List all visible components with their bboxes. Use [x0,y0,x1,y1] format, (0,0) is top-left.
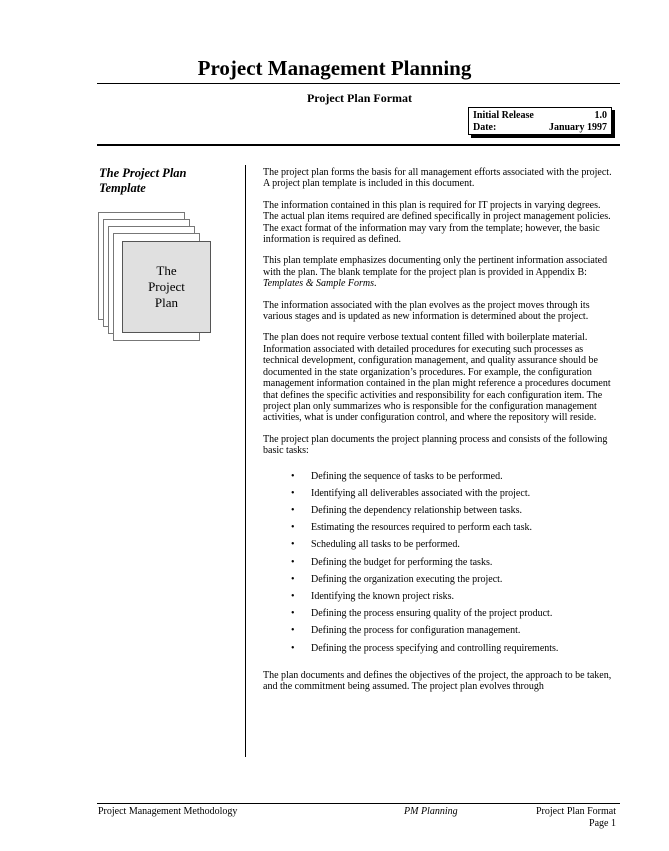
document-stack-illustration [98,212,213,337]
paragraph: The plan does not require verbose textual content filled with boilerplate material. Information associated with detailed procedures for executing such processes as technical development, configuration management, and quality assurance should be documented in the state organization’s procedures. For example, the configuration management information contained in the plan might reference a procedures document that defines the specific activities and responsibility for each configuration item. The project plan only summarizes who is responsible for the configuration management activities, what is under configuration control, and where the repository will reside. [263,332,611,424]
list-item: • Defining the process ensuring quality of the project product. [311,608,618,619]
task-list [263,471,618,654]
list-item: • Defining the sequence of tasks to be performed. [311,471,618,482]
appendix-reference: Templates & Sample Forms [263,278,375,290]
date-label: Date: [473,122,497,133]
list-item: • Estimating the resources required to perform each task. [311,522,618,533]
list-item: • Defining the organization executing the project. [311,574,618,585]
list-item: • Defining the dependency relationship between tasks. [311,505,618,516]
list-item: • Defining the process for configuration management. [311,625,618,636]
release-box [468,107,612,135]
doc-label-line3: Plan [154,295,179,310]
list-item: • Identifying the known project risks. [311,591,618,602]
list-item: • Defining the process specifying and controlling requirements. [311,643,618,654]
footer-right [500,806,616,830]
footer-doc-name: Project Plan Format [536,806,616,817]
footer-rule [97,803,620,804]
column-divider [245,165,246,757]
body-content [263,167,618,703]
footer-section: PM Planning [404,806,458,817]
list-item: • Defining the budget for performing the tasks. [311,557,618,568]
paragraph [263,255,618,289]
document-front-sheet [122,241,211,333]
page-subtitle: Project Plan Format [306,91,413,105]
page-number: Page 1 [589,818,616,829]
paragraph-end: . [374,278,377,290]
sidebar-heading-line2: Template [99,181,146,195]
sidebar-heading [99,166,219,196]
footer-left: Project Management Methodology [98,806,238,817]
paragraph: The plan documents and defines the objectives of the project, the approach to be taken, and the commitment being assumed. The project plan evolves through [263,669,612,693]
date-value: January 1997 [548,122,607,133]
header-rule [97,83,620,84]
paragraph: The information contained in this plan is required for IT projects in varying degrees. The actual plan items required are defined specifically in project management policies. The exact format of the information may vary from the template; however, the basic information is required as defined. [263,199,611,246]
paragraph: The project plan documents the project planning process and consists of the following basic tasks: [263,433,608,457]
page-title: Project Management Planning [197,56,472,80]
paragraph: The information associated with the plan evolves as the project moves through its various stages and is updated as new information is determined about the project. [263,299,590,323]
sidebar-heading-line1: The Project Plan [99,166,187,180]
list-item: • Scheduling all tasks to be performed. [311,539,618,550]
paragraph-text: This plan template emphasizes documenting only the pertinent information associated with the plan. The blank template for the project plan is provided in Appendix B: [263,255,608,278]
section-rule [97,144,620,146]
release-label: Initial Release [473,110,534,121]
release-value: 1.0 [594,110,607,121]
list-item: • Identifying all deliverables associated with the project. [311,488,618,499]
doc-label-line1: The [156,263,177,278]
doc-label-line2: Project [148,279,185,294]
paragraph: The project plan forms the basis for all management efforts associated with the project. A project plan template is included in this document. [263,167,612,190]
